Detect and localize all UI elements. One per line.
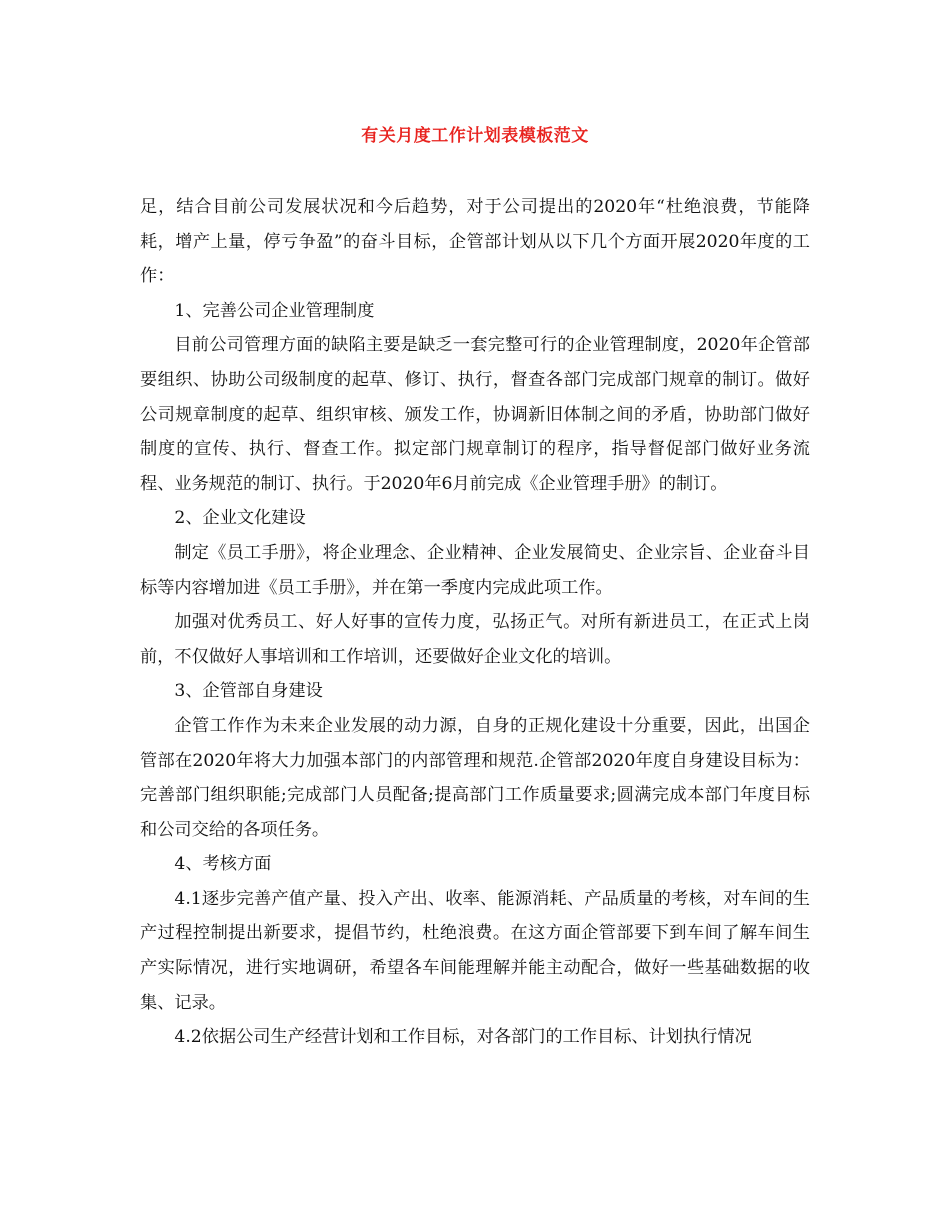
section-heading-3: 3、企管部自身建设 xyxy=(174,681,323,702)
document-title: 有关月度工作计划表模板范文 xyxy=(361,126,589,146)
section-heading-1: 1、完善公司企业管理制度 xyxy=(174,300,375,321)
paragraph-culture-training: 加强对优秀员工、好人好事的宣传力度，弘扬正气。对所有新进员工，在正式上岗前，不仅做好人事培训和工作培训，还要做好企业文化的培训。 xyxy=(140,612,810,667)
paragraph-intro: 足，结合目前公司发展状况和今后趋势，对于公司提出的2020年“杜绝浪费，节能降耗，增产上量，停亏争盈”的奋斗目标，企管部计划从以下几个方面开展2020年度的工作： xyxy=(140,197,810,287)
paragraph-self-construction: 企管工作作为未来企业发展的动力源，自身的正规化建设十分重要，因此，出国企管部在2020年将大力加强本部门的内部管理和规范.企管部2020年度自身建设目标为：完善部门组织职能;完成部门人员配备;提高部门工作质量要求;圆满完成本部门年度目标和公司交给的各项任务。 xyxy=(140,715,810,840)
paragraph-employee-handbook: 制定《员工手册》，将企业理念、企业精神、企业发展简史、企业宗旨、企业奋斗目标等内容增加进《员工手册》，并在第一季度内完成此项工作。 xyxy=(140,542,810,598)
document-body xyxy=(140,190,810,1055)
section-heading-2: 2、企业文化建设 xyxy=(174,508,306,529)
paragraph-management-system: 目前公司管理方面的缺陷主要是缺乏一套完整可行的企业管理制度，2020年企管部要组织、协助公司级制度的起草、修订、执行，督查各部门完成部门规章的制订。做好公司规章制度的起草、组织审核、颁发工作，协调新旧体制之间的矛盾，协助部门做好制度的宣传、执行、督查工作。拟定部门规章制订的程序，指导督促部门做好业务流程、业务规范的制订、执行。于2020年6月前完成《企业管理手册》的制订。 xyxy=(140,335,810,494)
section-heading-4: 4、考核方面 xyxy=(174,854,272,875)
paragraph-assessment-4-2: 4.2依据公司生产经营计划和工作目标，对各部门的工作目标、计划执行情况 xyxy=(174,1027,752,1048)
paragraph-assessment-4-1: 4.1逐步完善产值产量、投入产出、收率、能源消耗、产品质量的考核，对车间的生产过程控制提出新要求，提倡节约，杜绝浪费。在这方面企管部要下到车间了解车间生产实际情况，进行实地调研，希望各车间能理解并能主动配合，做好一些基础数据的收集、记录。 xyxy=(140,888,810,1013)
